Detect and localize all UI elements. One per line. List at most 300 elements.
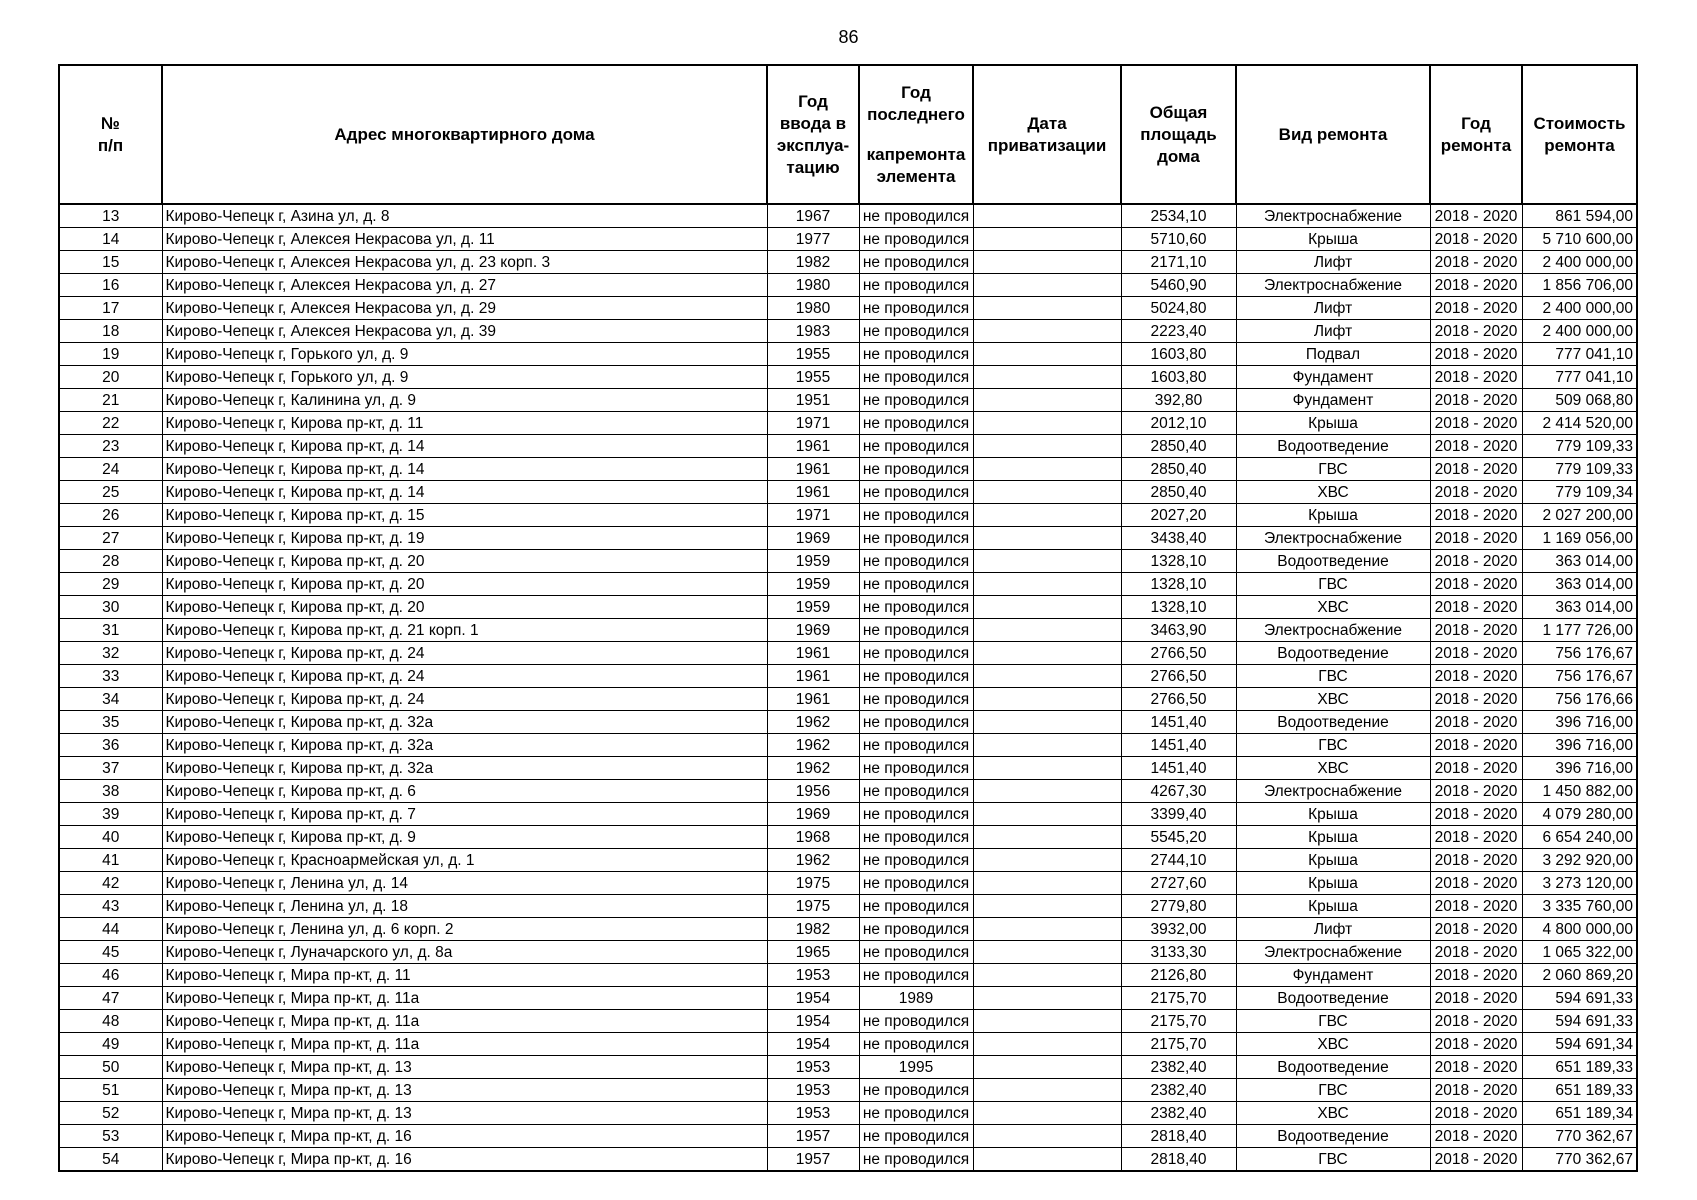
- cell-privatization: [973, 1033, 1121, 1056]
- cell-area: 2766,50: [1121, 642, 1236, 665]
- cell-address: Кирово-Чепецк г, Красноармейская ул, д. 1: [162, 849, 767, 872]
- cell-last-repair: не проводился: [859, 204, 973, 228]
- cell-num: 18: [59, 320, 162, 343]
- cell-privatization: [973, 320, 1121, 343]
- cell-num: 15: [59, 251, 162, 274]
- cell-year-built: 1969: [767, 803, 859, 826]
- table-row: [59, 987, 1637, 1010]
- cell-repair-type: Водоотведение: [1236, 550, 1430, 573]
- table-row: [59, 435, 1637, 458]
- cell-year-built: 1962: [767, 734, 859, 757]
- cell-num: 21: [59, 389, 162, 412]
- cell-year-built: 1971: [767, 504, 859, 527]
- cell-cost: 779 109,33: [1522, 458, 1637, 481]
- table-row: [59, 642, 1637, 665]
- table-header: [59, 65, 1637, 204]
- cell-repair-type: ХВС: [1236, 1033, 1430, 1056]
- cell-cost: 4 079 280,00: [1522, 803, 1637, 826]
- cell-cost: 2 400 000,00: [1522, 320, 1637, 343]
- cell-last-repair: не проводился: [859, 389, 973, 412]
- cell-year-built: 1961: [767, 688, 859, 711]
- cell-last-repair: 1995: [859, 1056, 973, 1079]
- header-privatization: Дата приватизации: [973, 65, 1121, 204]
- cell-year-built: 1953: [767, 1102, 859, 1125]
- cell-privatization: [973, 274, 1121, 297]
- cell-address: Кирово-Чепецк г, Азина ул, д. 8: [162, 204, 767, 228]
- cell-last-repair: не проводился: [859, 895, 973, 918]
- cell-num: 36: [59, 734, 162, 757]
- cell-privatization: [973, 251, 1121, 274]
- cell-num: 26: [59, 504, 162, 527]
- cell-num: 51: [59, 1079, 162, 1102]
- header-repair-type: Вид ремонта: [1236, 65, 1430, 204]
- table-row: [59, 389, 1637, 412]
- cell-cost: 363 014,00: [1522, 596, 1637, 619]
- cell-cost: 2 060 869,20: [1522, 964, 1637, 987]
- cell-year-built: 1962: [767, 711, 859, 734]
- cell-cost: 861 594,00: [1522, 204, 1637, 228]
- cell-year-built: 1959: [767, 596, 859, 619]
- cell-repair-type: ГВС: [1236, 1010, 1430, 1033]
- cell-last-repair: не проводился: [859, 458, 973, 481]
- cell-last-repair: не проводился: [859, 343, 973, 366]
- cell-address: Кирово-Чепецк г, Горького ул, д. 9: [162, 343, 767, 366]
- cell-year-built: 1961: [767, 481, 859, 504]
- table-row: [59, 343, 1637, 366]
- cell-year-built: 1954: [767, 1010, 859, 1033]
- cell-last-repair: не проводился: [859, 1125, 973, 1148]
- cell-privatization: [973, 849, 1121, 872]
- cell-address: Кирово-Чепецк г, Кирова пр-кт, д. 32а: [162, 711, 767, 734]
- cell-last-repair: не проводился: [859, 504, 973, 527]
- cell-last-repair: не проводился: [859, 1079, 973, 1102]
- table-row: [59, 872, 1637, 895]
- cell-repair-period: 2018 - 2020: [1430, 803, 1522, 826]
- cell-year-built: 1953: [767, 1056, 859, 1079]
- cell-num: 39: [59, 803, 162, 826]
- cell-area: 2027,20: [1121, 504, 1236, 527]
- cell-area: 2766,50: [1121, 688, 1236, 711]
- cell-privatization: [973, 412, 1121, 435]
- cell-privatization: [973, 228, 1121, 251]
- cell-year-built: 1954: [767, 987, 859, 1010]
- cell-last-repair: не проводился: [859, 918, 973, 941]
- cell-last-repair: не проводился: [859, 481, 973, 504]
- cell-cost: 651 189,33: [1522, 1079, 1637, 1102]
- cell-num: 41: [59, 849, 162, 872]
- cell-year-built: 1967: [767, 204, 859, 228]
- cell-year-built: 1962: [767, 757, 859, 780]
- cell-year-built: 1965: [767, 941, 859, 964]
- cell-cost: 363 014,00: [1522, 573, 1637, 596]
- cell-address: Кирово-Чепецк г, Ленина ул, д. 14: [162, 872, 767, 895]
- cell-area: 1603,80: [1121, 366, 1236, 389]
- cell-last-repair: 1989: [859, 987, 973, 1010]
- cell-privatization: [973, 803, 1121, 826]
- cell-num: 35: [59, 711, 162, 734]
- cell-last-repair: не проводился: [859, 1033, 973, 1056]
- cell-repair-type: Электроснабжение: [1236, 204, 1430, 228]
- table-row: [59, 1056, 1637, 1079]
- cell-last-repair: не проводился: [859, 826, 973, 849]
- cell-cost: 779 109,34: [1522, 481, 1637, 504]
- cell-last-repair: не проводился: [859, 849, 973, 872]
- cell-repair-period: 2018 - 2020: [1430, 987, 1522, 1010]
- header-num: № п/п: [59, 65, 162, 204]
- cell-cost: 2 414 520,00: [1522, 412, 1637, 435]
- cell-last-repair: не проводился: [859, 941, 973, 964]
- cell-year-built: 1961: [767, 665, 859, 688]
- cell-area: 3133,30: [1121, 941, 1236, 964]
- cell-num: 25: [59, 481, 162, 504]
- cell-repair-type: Крыша: [1236, 895, 1430, 918]
- cell-cost: 3 273 120,00: [1522, 872, 1637, 895]
- cell-last-repair: не проводился: [859, 1148, 973, 1172]
- cell-address: Кирово-Чепецк г, Кирова пр-кт, д. 24: [162, 665, 767, 688]
- header-cost: Стоимость ремонта: [1522, 65, 1637, 204]
- cell-num: 37: [59, 757, 162, 780]
- cell-repair-type: Электроснабжение: [1236, 941, 1430, 964]
- cell-year-built: 1957: [767, 1125, 859, 1148]
- cell-num: 44: [59, 918, 162, 941]
- table-body: [59, 204, 1637, 1171]
- cell-area: 2534,10: [1121, 204, 1236, 228]
- cell-cost: 2 400 000,00: [1522, 251, 1637, 274]
- cell-area: 2175,70: [1121, 1010, 1236, 1033]
- cell-area: 2850,40: [1121, 435, 1236, 458]
- cell-repair-period: 2018 - 2020: [1430, 274, 1522, 297]
- cell-repair-period: 2018 - 2020: [1430, 550, 1522, 573]
- cell-repair-type: Фундамент: [1236, 964, 1430, 987]
- cell-repair-type: Электроснабжение: [1236, 274, 1430, 297]
- cell-num: 47: [59, 987, 162, 1010]
- cell-privatization: [973, 573, 1121, 596]
- cell-cost: 756 176,66: [1522, 688, 1637, 711]
- cell-privatization: [973, 297, 1121, 320]
- cell-area: 2382,40: [1121, 1102, 1236, 1125]
- cell-repair-period: 2018 - 2020: [1430, 711, 1522, 734]
- table-row: [59, 849, 1637, 872]
- cell-repair-type: Водоотведение: [1236, 1056, 1430, 1079]
- cell-repair-period: 2018 - 2020: [1430, 872, 1522, 895]
- cell-repair-period: 2018 - 2020: [1430, 435, 1522, 458]
- cell-year-built: 1982: [767, 918, 859, 941]
- cell-cost: 1 177 726,00: [1522, 619, 1637, 642]
- cell-repair-type: ХВС: [1236, 481, 1430, 504]
- cell-privatization: [973, 1102, 1121, 1125]
- cell-address: Кирово-Чепецк г, Алексея Некрасова ул, д. 29: [162, 297, 767, 320]
- cell-repair-type: ГВС: [1236, 734, 1430, 757]
- cell-address: Кирово-Чепецк г, Кирова пр-кт, д. 24: [162, 688, 767, 711]
- table-row: [59, 481, 1637, 504]
- cell-repair-type: Фундамент: [1236, 366, 1430, 389]
- cell-address: Кирово-Чепецк г, Горького ул, д. 9: [162, 366, 767, 389]
- cell-last-repair: не проводился: [859, 228, 973, 251]
- header-area: Общая площадь дома: [1121, 65, 1236, 204]
- cell-repair-period: 2018 - 2020: [1430, 412, 1522, 435]
- cell-last-repair: не проводился: [859, 550, 973, 573]
- cell-repair-period: 2018 - 2020: [1430, 1010, 1522, 1033]
- cell-num: 53: [59, 1125, 162, 1148]
- table-row: [59, 251, 1637, 274]
- cell-repair-period: 2018 - 2020: [1430, 780, 1522, 803]
- cell-year-built: 1957: [767, 1148, 859, 1172]
- cell-area: 2223,40: [1121, 320, 1236, 343]
- cell-address: Кирово-Чепецк г, Кирова пр-кт, д. 20: [162, 596, 767, 619]
- cell-repair-type: Лифт: [1236, 918, 1430, 941]
- cell-year-built: 1962: [767, 849, 859, 872]
- cell-repair-period: 2018 - 2020: [1430, 297, 1522, 320]
- table-row: [59, 780, 1637, 803]
- cell-num: 24: [59, 458, 162, 481]
- cell-num: 31: [59, 619, 162, 642]
- table-row: [59, 964, 1637, 987]
- cell-num: 16: [59, 274, 162, 297]
- cell-area: 2779,80: [1121, 895, 1236, 918]
- cell-last-repair: не проводился: [859, 366, 973, 389]
- cell-cost: 651 189,33: [1522, 1056, 1637, 1079]
- cell-cost: 770 362,67: [1522, 1125, 1637, 1148]
- cell-last-repair: не проводился: [859, 688, 973, 711]
- cell-repair-period: 2018 - 2020: [1430, 826, 1522, 849]
- table-row: [59, 527, 1637, 550]
- cell-cost: 594 691,33: [1522, 987, 1637, 1010]
- cell-last-repair: не проводился: [859, 619, 973, 642]
- cell-area: 5460,90: [1121, 274, 1236, 297]
- cell-privatization: [973, 826, 1121, 849]
- cell-area: 2171,10: [1121, 251, 1236, 274]
- cell-area: 2382,40: [1121, 1079, 1236, 1102]
- cell-last-repair: не проводился: [859, 1010, 973, 1033]
- table-row: [59, 1148, 1637, 1172]
- cell-repair-type: Электроснабжение: [1236, 619, 1430, 642]
- cell-num: 20: [59, 366, 162, 389]
- cell-year-built: 1954: [767, 1033, 859, 1056]
- cell-privatization: [973, 1010, 1121, 1033]
- cell-privatization: [973, 343, 1121, 366]
- cell-repair-type: ГВС: [1236, 1148, 1430, 1172]
- cell-cost: 594 691,33: [1522, 1010, 1637, 1033]
- cell-repair-type: Крыша: [1236, 412, 1430, 435]
- cell-last-repair: не проводился: [859, 711, 973, 734]
- cell-repair-type: Крыша: [1236, 504, 1430, 527]
- table-row: [59, 550, 1637, 573]
- cell-num: 19: [59, 343, 162, 366]
- cell-area: 2766,50: [1121, 665, 1236, 688]
- table-row: [59, 734, 1637, 757]
- cell-area: 3463,90: [1121, 619, 1236, 642]
- cell-repair-period: 2018 - 2020: [1430, 1033, 1522, 1056]
- table-row: [59, 573, 1637, 596]
- cell-repair-period: 2018 - 2020: [1430, 1102, 1522, 1125]
- cell-privatization: [973, 757, 1121, 780]
- cell-area: 2012,10: [1121, 412, 1236, 435]
- cell-repair-type: Водоотведение: [1236, 435, 1430, 458]
- cell-privatization: [973, 665, 1121, 688]
- cell-area: 3399,40: [1121, 803, 1236, 826]
- cell-cost: 6 654 240,00: [1522, 826, 1637, 849]
- table-row: [59, 826, 1637, 849]
- cell-repair-period: 2018 - 2020: [1430, 734, 1522, 757]
- cell-year-built: 1951: [767, 389, 859, 412]
- table-row: [59, 1125, 1637, 1148]
- cell-repair-period: 2018 - 2020: [1430, 1125, 1522, 1148]
- cell-last-repair: не проводился: [859, 596, 973, 619]
- cell-year-built: 1953: [767, 1079, 859, 1102]
- cell-last-repair: не проводился: [859, 251, 973, 274]
- cell-year-built: 1975: [767, 895, 859, 918]
- cell-area: 2850,40: [1121, 481, 1236, 504]
- cell-year-built: 1959: [767, 573, 859, 596]
- cell-area: 1451,40: [1121, 734, 1236, 757]
- cell-repair-type: ГВС: [1236, 573, 1430, 596]
- cell-num: 14: [59, 228, 162, 251]
- cell-privatization: [973, 918, 1121, 941]
- cell-area: 2818,40: [1121, 1125, 1236, 1148]
- cell-repair-period: 2018 - 2020: [1430, 251, 1522, 274]
- cell-last-repair: не проводился: [859, 665, 973, 688]
- cell-repair-type: Крыша: [1236, 872, 1430, 895]
- cell-repair-type: Водоотведение: [1236, 1125, 1430, 1148]
- table-row: [59, 504, 1637, 527]
- table-row: [59, 458, 1637, 481]
- cell-repair-type: Крыша: [1236, 849, 1430, 872]
- cell-address: Кирово-Чепецк г, Кирова пр-кт, д. 32а: [162, 734, 767, 757]
- cell-repair-period: 2018 - 2020: [1430, 665, 1522, 688]
- cell-area: 1328,10: [1121, 596, 1236, 619]
- cell-cost: 1 065 322,00: [1522, 941, 1637, 964]
- cell-area: 2744,10: [1121, 849, 1236, 872]
- table-row: [59, 274, 1637, 297]
- cell-repair-type: ХВС: [1236, 596, 1430, 619]
- cell-repair-period: 2018 - 2020: [1430, 204, 1522, 228]
- cell-address: Кирово-Чепецк г, Кирова пр-кт, д. 19: [162, 527, 767, 550]
- cell-year-built: 1980: [767, 297, 859, 320]
- cell-privatization: [973, 1056, 1121, 1079]
- cell-last-repair: не проводился: [859, 435, 973, 458]
- table-row: [59, 204, 1637, 228]
- cell-year-built: 1961: [767, 435, 859, 458]
- cell-repair-period: 2018 - 2020: [1430, 527, 1522, 550]
- cell-repair-period: 2018 - 2020: [1430, 596, 1522, 619]
- table-row: [59, 918, 1637, 941]
- cell-address: Кирово-Чепецк г, Кирова пр-кт, д. 15: [162, 504, 767, 527]
- cell-privatization: [973, 1079, 1121, 1102]
- cell-num: 27: [59, 527, 162, 550]
- cell-privatization: [973, 458, 1121, 481]
- cell-privatization: [973, 481, 1121, 504]
- cell-year-built: 1971: [767, 412, 859, 435]
- cell-repair-type: ХВС: [1236, 1102, 1430, 1125]
- cell-repair-type: Лифт: [1236, 297, 1430, 320]
- cell-address: Кирово-Чепецк г, Алексея Некрасова ул, д. 23 корп. 3: [162, 251, 767, 274]
- cell-address: Кирово-Чепецк г, Кирова пр-кт, д. 20: [162, 573, 767, 596]
- cell-address: Кирово-Чепецк г, Кирова пр-кт, д. 24: [162, 642, 767, 665]
- cell-num: 46: [59, 964, 162, 987]
- cell-year-built: 1956: [767, 780, 859, 803]
- cell-repair-period: 2018 - 2020: [1430, 1056, 1522, 1079]
- cell-repair-type: Водоотведение: [1236, 642, 1430, 665]
- cell-cost: 509 068,80: [1522, 389, 1637, 412]
- table-row: [59, 1079, 1637, 1102]
- cell-privatization: [973, 711, 1121, 734]
- table-row: [59, 320, 1637, 343]
- cell-cost: 594 691,34: [1522, 1033, 1637, 1056]
- table-row: [59, 297, 1637, 320]
- cell-cost: 756 176,67: [1522, 665, 1637, 688]
- table-row: [59, 1010, 1637, 1033]
- cell-area: 5545,20: [1121, 826, 1236, 849]
- cell-num: 28: [59, 550, 162, 573]
- cell-year-built: 1955: [767, 343, 859, 366]
- cell-area: 1603,80: [1121, 343, 1236, 366]
- cell-num: 29: [59, 573, 162, 596]
- header-repair-year: Год ремонта: [1430, 65, 1522, 204]
- cell-address: Кирово-Чепецк г, Кирова пр-кт, д. 20: [162, 550, 767, 573]
- cell-address: Кирово-Чепецк г, Кирова пр-кт, д. 14: [162, 458, 767, 481]
- table-row: [59, 803, 1637, 826]
- cell-year-built: 1975: [767, 872, 859, 895]
- cell-area: 1328,10: [1121, 573, 1236, 596]
- cell-cost: 396 716,00: [1522, 734, 1637, 757]
- cell-year-built: 1977: [767, 228, 859, 251]
- cell-num: 40: [59, 826, 162, 849]
- cell-privatization: [973, 895, 1121, 918]
- cell-year-built: 1980: [767, 274, 859, 297]
- cell-area: 1328,10: [1121, 550, 1236, 573]
- repair-table: [58, 64, 1638, 1172]
- cell-year-built: 1959: [767, 550, 859, 573]
- cell-area: 1451,40: [1121, 757, 1236, 780]
- cell-address: Кирово-Чепецк г, Алексея Некрасова ул, д. 39: [162, 320, 767, 343]
- cell-num: 17: [59, 297, 162, 320]
- cell-area: 2175,70: [1121, 987, 1236, 1010]
- cell-repair-type: Крыша: [1236, 228, 1430, 251]
- cell-area: 2175,70: [1121, 1033, 1236, 1056]
- cell-repair-period: 2018 - 2020: [1430, 320, 1522, 343]
- cell-last-repair: не проводился: [859, 757, 973, 780]
- cell-area: 3438,40: [1121, 527, 1236, 550]
- cell-num: 13: [59, 204, 162, 228]
- cell-address: Кирово-Чепецк г, Кирова пр-кт, д. 14: [162, 435, 767, 458]
- cell-num: 52: [59, 1102, 162, 1125]
- cell-year-built: 1983: [767, 320, 859, 343]
- cell-privatization: [973, 941, 1121, 964]
- cell-last-repair: не проводился: [859, 527, 973, 550]
- cell-num: 49: [59, 1033, 162, 1056]
- cell-cost: 777 041,10: [1522, 343, 1637, 366]
- cell-repair-period: 2018 - 2020: [1430, 1079, 1522, 1102]
- cell-repair-period: 2018 - 2020: [1430, 366, 1522, 389]
- cell-last-repair: не проводился: [859, 872, 973, 895]
- cell-last-repair: не проводился: [859, 734, 973, 757]
- table-row: [59, 665, 1637, 688]
- cell-last-repair: не проводился: [859, 1102, 973, 1125]
- cell-repair-type: Крыша: [1236, 826, 1430, 849]
- cell-repair-type: ГВС: [1236, 665, 1430, 688]
- cell-num: 38: [59, 780, 162, 803]
- header-year-built: Год ввода в эксплуа- тацию: [767, 65, 859, 204]
- cell-address: Кирово-Чепецк г, Луначарского ул, д. 8а: [162, 941, 767, 964]
- cell-num: 43: [59, 895, 162, 918]
- cell-repair-period: 2018 - 2020: [1430, 458, 1522, 481]
- cell-privatization: [973, 964, 1121, 987]
- cell-privatization: [973, 1125, 1121, 1148]
- cell-area: 5710,60: [1121, 228, 1236, 251]
- cell-cost: 1 169 056,00: [1522, 527, 1637, 550]
- cell-cost: 3 292 920,00: [1522, 849, 1637, 872]
- cell-cost: 770 362,67: [1522, 1148, 1637, 1172]
